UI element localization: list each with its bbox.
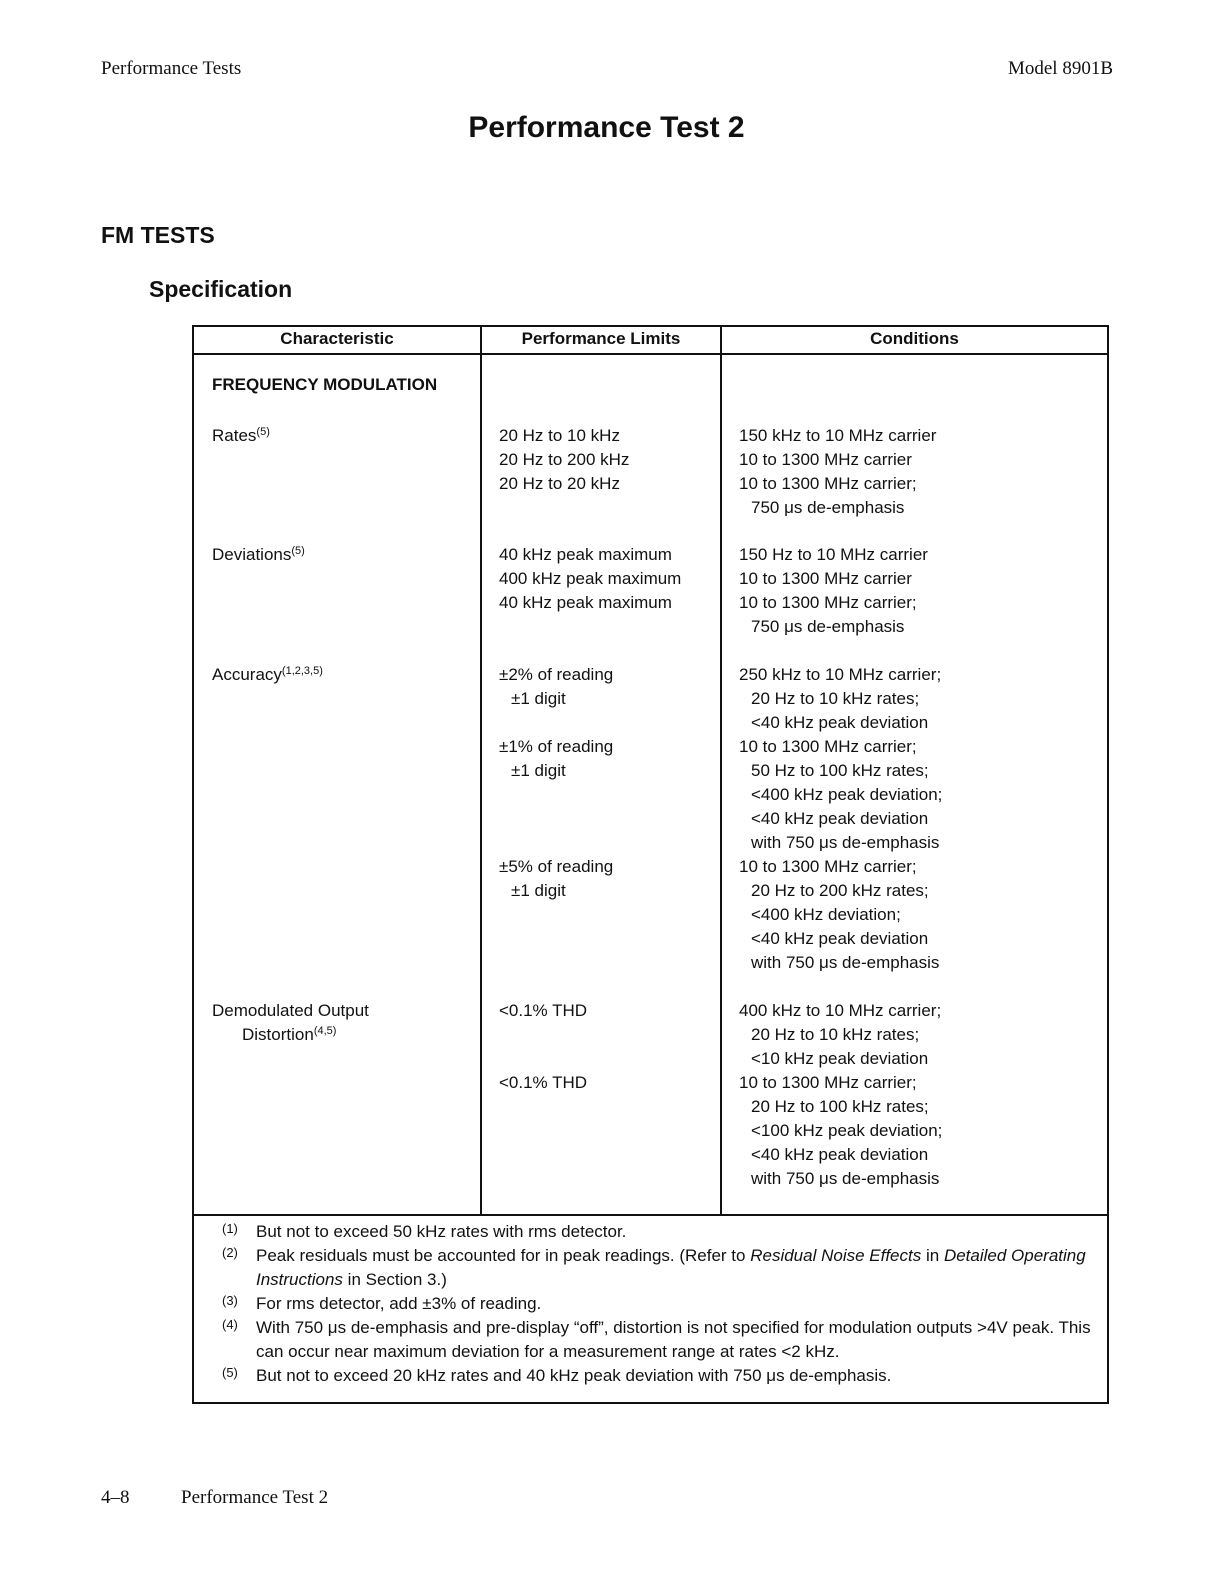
condition-line: <10 kHz peak deviation [751, 1049, 929, 1068]
rates-note: (5) [256, 426, 270, 438]
section-title: FM TESTS [101, 222, 215, 248]
footnote-text: With 750 μs de-emphasis and pre-display “off”, distortion is not specified for modulation outputs >4V peak. This can occur near maximum deviation for a measurement range at rates <2 kHz. [256, 1318, 1091, 1361]
limit-line: 400 kHz peak maximum [499, 569, 682, 588]
condition-line: 10 to 1300 MHz carrier; [739, 857, 917, 876]
footnote-italic-ref: Residual Noise Effects [750, 1246, 922, 1265]
limit-line: 20 Hz to 20 kHz [499, 474, 620, 493]
characteristic-rates [212, 424, 270, 448]
column-header-performance-limits: Performance Limits [521, 329, 681, 348]
rates-limits [499, 424, 629, 496]
condition-line: 150 Hz to 10 MHz carrier [739, 545, 928, 564]
footnote-italic-ref: Detailed Operating Instructions [256, 1246, 1086, 1289]
characteristic-deviations [212, 543, 305, 567]
accuracy-label: Accuracy [212, 665, 282, 684]
limit-line: ±1 digit [511, 689, 566, 708]
limit-line: ±1 digit [511, 881, 566, 900]
table-header-row [194, 327, 1107, 355]
footnote [222, 1316, 1102, 1364]
characteristic-distortion [212, 999, 369, 1047]
running-header-left: Performance Tests [101, 58, 242, 79]
condition-line: <40 kHz peak deviation [751, 809, 929, 828]
deviations-note: (5) [291, 545, 305, 557]
distortion-limit-2 [499, 1071, 587, 1095]
column-header-characteristic: Characteristic [280, 329, 394, 348]
page-title: Performance Test 2 [468, 111, 745, 144]
column-header-conditions: Conditions [870, 329, 959, 348]
footnote [222, 1244, 1102, 1292]
footnote-text: Peak residuals must be accounted for in peak readings. (Refer to [256, 1246, 751, 1265]
limit-line: 20 Hz to 10 kHz [499, 426, 620, 445]
condition-line: 10 to 1300 MHz carrier; [739, 474, 917, 493]
condition-line: 750 μs de-emphasis [751, 498, 905, 517]
condition-line: 20 Hz to 200 kHz rates; [751, 881, 929, 900]
footnote-mark: (2) [222, 1245, 238, 1260]
limit-line: ±1 digit [511, 761, 566, 780]
characteristic-accuracy [212, 663, 323, 687]
limit-line: <0.1% THD [499, 1001, 588, 1020]
footnote-text: in Section 3.) [342, 1270, 447, 1289]
condition-line: with 750 μs de-emphasis [751, 953, 940, 972]
condition-line: 10 to 1300 MHz carrier; [739, 737, 917, 756]
accuracy-note: (1,2,3,5) [281, 665, 323, 677]
condition-line: with 750 μs de-emphasis [751, 833, 940, 852]
distortion-conditions-2 [739, 1071, 942, 1191]
condition-line: 10 to 1300 MHz carrier [739, 569, 912, 588]
footnote-text: in [921, 1246, 944, 1265]
rates-conditions [739, 424, 936, 520]
rates-label: Rates [212, 426, 257, 445]
condition-line: 20 Hz to 10 kHz rates; [751, 689, 920, 708]
distortion-note: (4,5) [313, 1025, 337, 1037]
distortion-limit-1 [499, 999, 587, 1023]
limit-line: <0.1% THD [499, 1073, 588, 1092]
condition-line: 20 Hz to 10 kHz rates; [751, 1025, 920, 1044]
accuracy-conditions-3 [739, 855, 939, 975]
specification-table [192, 325, 1109, 1404]
footnote-divider [194, 1214, 1107, 1216]
footnote-text: But not to exceed 50 kHz rates with rms detector. [256, 1222, 627, 1241]
footnote-mark: (1) [222, 1221, 238, 1236]
footnote [222, 1220, 1102, 1244]
subsection-title: Specification [149, 276, 293, 302]
accuracy-limit-1 [499, 663, 613, 711]
page-number: 4–8 [101, 1487, 130, 1508]
footer-title: Performance Test 2 [181, 1487, 329, 1508]
limit-line: 40 kHz peak maximum [499, 593, 672, 612]
category-heading: FREQUENCY MODULATION [212, 375, 438, 394]
condition-line: 10 to 1300 MHz carrier; [739, 593, 917, 612]
deviations-limits [499, 543, 681, 615]
condition-line: 250 kHz to 10 MHz carrier; [739, 665, 942, 684]
limit-line: ±2% of reading [499, 665, 614, 684]
accuracy-conditions-2 [739, 735, 942, 855]
distortion-label-line-1: Demodulated Output [212, 1001, 369, 1020]
footnote-text: For rms detector, add ±3% of reading. [256, 1294, 542, 1313]
accuracy-limit-2 [499, 735, 613, 783]
condition-line: <100 kHz peak deviation; [751, 1121, 943, 1140]
footnote-text: But not to exceed 20 kHz rates and 40 kHz peak deviation with 750 μs de-emphasis. [256, 1366, 892, 1385]
column-divider [480, 327, 482, 1216]
footnote-mark: (4) [222, 1317, 238, 1332]
column-divider [720, 327, 722, 1216]
limit-line: 40 kHz peak maximum [499, 545, 672, 564]
deviations-label: Deviations [212, 545, 292, 564]
limit-line: 20 Hz to 200 kHz [499, 450, 630, 469]
distortion-label-line-2: Distortion [242, 1025, 314, 1044]
footnote [222, 1292, 1102, 1316]
deviations-conditions [739, 543, 928, 639]
limit-line: ±5% of reading [499, 857, 614, 876]
condition-line: 10 to 1300 MHz carrier; [739, 1073, 917, 1092]
condition-line: 400 kHz to 10 MHz carrier; [739, 1001, 942, 1020]
limit-line: ±1% of reading [499, 737, 614, 756]
condition-line: with 750 μs de-emphasis [751, 1169, 940, 1188]
condition-line: <400 kHz deviation; [751, 905, 901, 924]
condition-line: 50 Hz to 100 kHz rates; [751, 761, 929, 780]
condition-line: <40 kHz peak deviation [751, 1145, 929, 1164]
accuracy-limit-3 [499, 855, 613, 903]
footnotes [222, 1220, 1102, 1388]
condition-line: 20 Hz to 100 kHz rates; [751, 1097, 929, 1116]
footnote [222, 1364, 1102, 1388]
condition-line: 10 to 1300 MHz carrier [739, 450, 912, 469]
distortion-conditions-1 [739, 999, 941, 1071]
condition-line: <40 kHz peak deviation [751, 929, 929, 948]
accuracy-conditions-1 [739, 663, 941, 735]
condition-line: <400 kHz peak deviation; [751, 785, 943, 804]
condition-line: 150 kHz to 10 MHz carrier [739, 426, 937, 445]
condition-line: 750 μs de-emphasis [751, 617, 905, 636]
condition-line: <40 kHz peak deviation [751, 713, 929, 732]
running-header-right: Model 8901B [1007, 58, 1113, 79]
footnote-mark: (3) [222, 1293, 238, 1308]
footnote-mark: (5) [222, 1365, 238, 1380]
